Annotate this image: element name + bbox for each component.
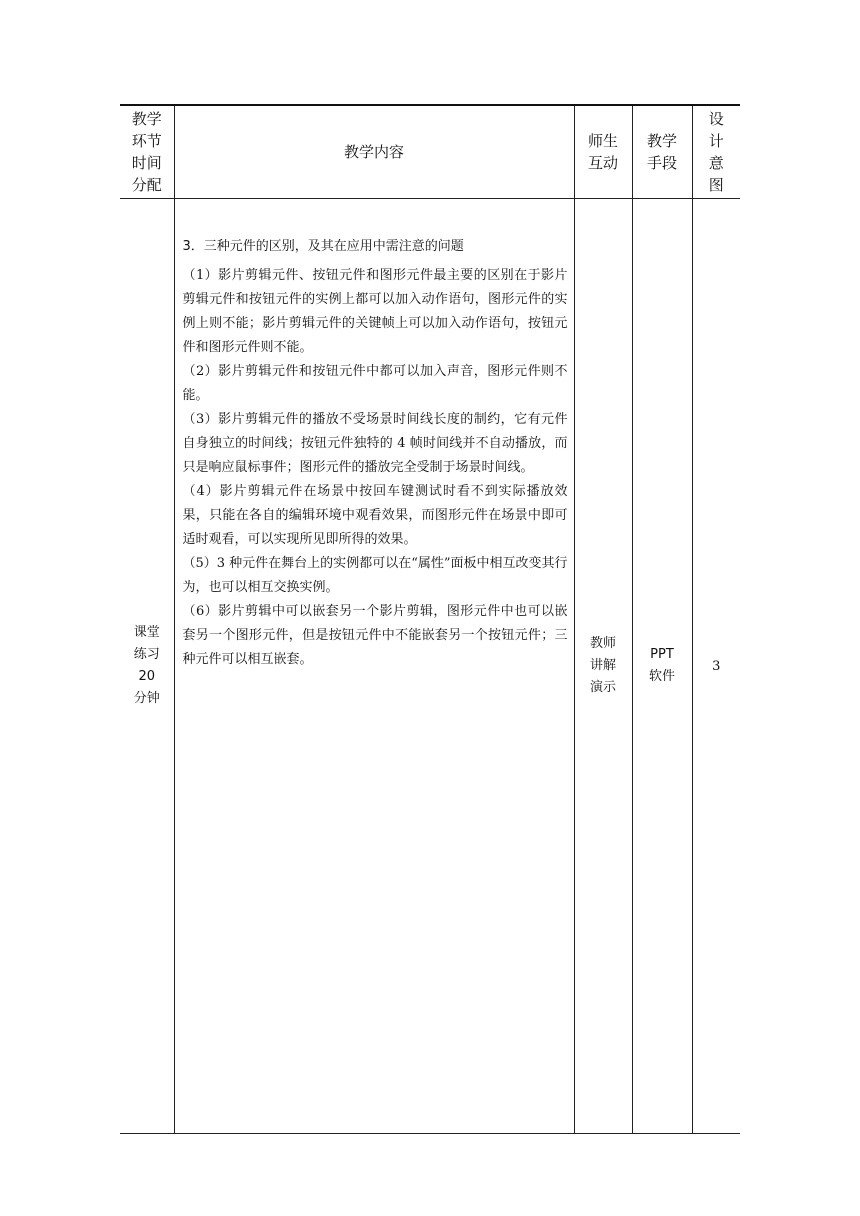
paragraph-5: （5）3 种元件在舞台上的实例都可以在“属性”面板中相互改变其行为，也可以相互交换实例。 — [182, 556, 568, 595]
paragraph-6: （6）影片剪辑中可以嵌套另一个影片剪辑，图形元件中也可以嵌套另一个图形元件，但是按钮元件中不能嵌套另一个按钮元件；三种元件可以相互嵌套。 — [182, 604, 568, 667]
cell-interaction: 教师 讲解 演示 — [574, 199, 632, 1134]
header-content: 教学内容 — [174, 105, 574, 199]
paragraph-3: （3）影片剪辑元件的播放不受场景时间线长度的制约，它有元件自身独立的时间线；按钮元件独特的 4 帧时间线并不自动播放，而只是响应鼠标事件；图形元件的播放完全受制于场景时间线。 — [182, 412, 568, 475]
header-interaction: 师生 互动 — [574, 105, 632, 199]
header-design: 设 计 意 图 — [692, 105, 740, 199]
table-row — [120, 199, 740, 1134]
cell-stage: 课堂 练习 20 分钟 — [120, 199, 174, 1134]
cell-means: PPT 软件 — [632, 199, 692, 1134]
lesson-plan-table — [120, 104, 740, 1134]
paragraph-1: （1）影片剪辑元件、按钮元件和图形元件最主要的区别在于影片剪辑元件和按钮元件的实例上都可以加入动作语句，图形元件的实例上则不能；影片剪辑元件的关键帧上可以加入动作语句，按钮元件和图形元件则不能。 — [182, 268, 568, 355]
header-stage: 教学 环节 时间 分配 — [120, 105, 174, 199]
section-title: 3．三种元件的区别，及其在应用中需注意的问题 — [182, 239, 464, 254]
table-header-row — [120, 105, 740, 199]
paragraph-4: （4）影片剪辑元件在场景中按回车键测试时看不到实际播放效果，只能在各自的编辑环境中观看效果，而图形元件在场景中即可适时观看，可以实现所见即所得的效果。 — [182, 484, 568, 547]
paragraph-2: （2）影片剪辑元件和按钮元件中都可以加入声音，图形元件则不能。 — [182, 364, 568, 403]
cell-content — [174, 199, 574, 1134]
cell-design: 3 — [692, 199, 740, 1134]
header-means: 教学 手段 — [632, 105, 692, 199]
